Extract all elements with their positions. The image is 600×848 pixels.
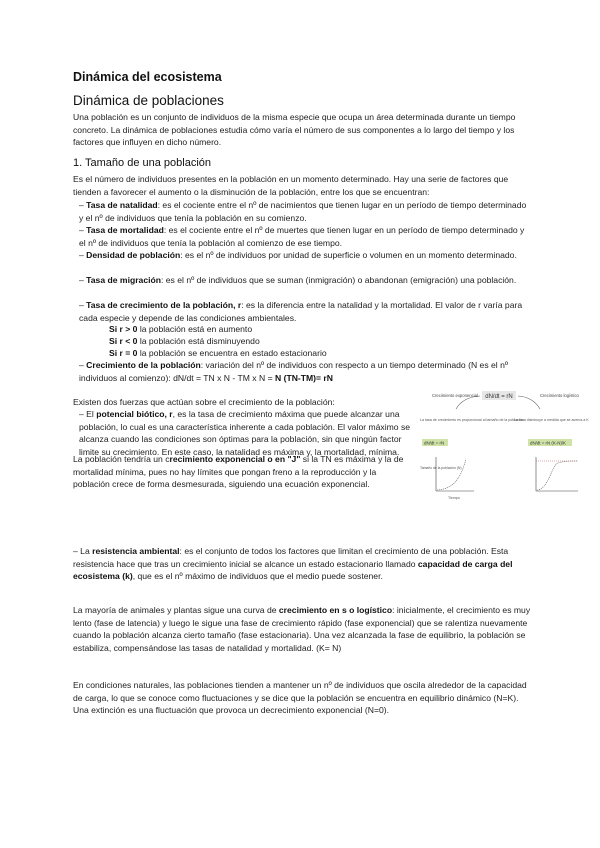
definition-population-growth: ‒ Crecimiento de la población: variación del nº de individuos con respecto a un tiempo determinado (N es el nº individuos al comienzo): dN/dt = TN x N - TM x N = N (TN-TM)= rN bbox=[79, 360, 509, 383]
section-1-heading: 1. Tamaño de una población bbox=[73, 157, 212, 169]
forces-intro: Existen dos fuerzas que actúan sobre el crecimiento de la población: bbox=[73, 397, 335, 407]
growth-curves-figure bbox=[418, 385, 590, 503]
figure-arrow-right bbox=[518, 396, 540, 409]
exponential-growth-paragraph: La población tendría un crecimiento exponencial o en "J" si la TN es máxima y la de mortalidad mínima, pues no hay límites que pongan freno a la reproducción y la población crece de forma desmesurada, siguiendo una ecuación exponencial. bbox=[73, 454, 404, 490]
biotic-potential-paragraph: ‒ El potencial biótico, r, es la tasa de crecimiento máxima que puede alcanzar una población, lo cual es una característica inherente a cada población. El valor máximo se alcanza cuando las condiciones son óptimas para la población, sin que ningún factor limite su crecimiento. En este caso, la natalidad es máxima y, la mortalidad, mínima. bbox=[79, 409, 411, 457]
figure-equation: dN/dt = rN bbox=[485, 394, 513, 400]
logistic-growth-paragraph: La mayoría de animales y plantas sigue una curva de crecimiento en s o logístico: inicialmente, el crecimiento es muy lento (fase de latencia) y luego le sigue una fase de crecimiento rápido (fase exponencial) que se ralentiza nuevamente cuando la población alcanza cierto tamaño (fase estacionaria). Una vez alcanzada la fase de equilibrio, la población se estabiliza, compensándose las tasas de natalidad y mortalidad. (K= N) bbox=[73, 605, 531, 653]
figure-y-axis-label: Tamaño de la población (N) bbox=[420, 466, 462, 470]
definition-death-rate: ‒ Tasa de mortalidad: es el cociente entre el nº de muertes que tienen lugar en un período de tiempo determinado y el nº de individuos que tenía la población al comienzo de ese tiempo. bbox=[79, 225, 525, 248]
figure-right-note: La tasa disminuye a medida que se acerca a K bbox=[514, 418, 589, 422]
r-case-zero: Si r = 0 la población se encuentra en estado estacionario bbox=[109, 348, 327, 358]
natural-conditions-paragraph: En condiciones naturales, las poblaciones tienden a mantener un nº de individuos que oscila alrededor de la capacidad de carga, lo que se conoce como fluctuaciones y se dice que la población se encuentra en equilibrio dinámico (N=K). Una extinción es una fluctuación que provoca un decrecimiento exponencial (N=0). bbox=[73, 680, 527, 716]
r-case-positive: Si r > 0 la población está en aumento bbox=[109, 324, 253, 334]
figure-left-label: Crecimiento exponencial bbox=[432, 393, 478, 398]
section-heading: Dinámica de poblaciones bbox=[73, 93, 224, 108]
figure-x-axis-label: Tiempo bbox=[448, 496, 460, 500]
definition-migration: ‒ Tasa de migración: es el nº de individuos que se suman (inmigración) o abandonan (emigración) una población. bbox=[79, 275, 517, 285]
definition-growth-rate: ‒ Tasa de crecimiento de la población, r: es la diferencia entre la natalidad y la mortalidad. El valor de r varía para cada especie y depende de las condiciones ambientales. bbox=[79, 300, 523, 323]
figure-logistic-curve bbox=[537, 461, 578, 490]
figure-right-equation: dN/dt = rN (K-N)/K bbox=[530, 440, 566, 446]
section-1-intro: Es el número de individuos presentes en la población en un momento determinado. Hay una serie de factores que tienden a favorecer el aumento o la disminución de la población, entre los que se encuentran: bbox=[73, 174, 509, 197]
intro-paragraph: Una población es un conjunto de individuos de la misma especie que ocupa un área determinada durante un tiempo concreto. La dinámica de poblaciones estudia cómo varía el número de sus componentes a lo largo del tiempo y los factores que influyen en dicho número. bbox=[73, 112, 516, 148]
document-title: Dinámica del ecosistema bbox=[73, 70, 222, 84]
definition-birth-rate: ‒ Tasa de natalidad: es el cociente entre el nº de nacimientos que tienen lugar en un período de tiempo determinado y el nº de individuos que tenía la población en su comienzo. bbox=[79, 200, 527, 223]
definition-density: ‒ Densidad de población: es el nº de individuos por unidad de superficie o volumen en un momento determinado. bbox=[79, 250, 517, 260]
environmental-resistance-paragraph: ‒ La resistencia ambiental: es el conjunto de todos los factores que limitan el crecimiento de una población. Esta resistencia hace que tras un crecimiento inicial se alcance un estado estacionario llamado capacidad de carga del ecosistema (k), que es el nº máximo de individuos que el medio puede sostener. bbox=[73, 546, 513, 582]
r-case-negative: Si r < 0 la población está disminuyendo bbox=[109, 336, 260, 346]
figure-left-note: La tasa de crecimiento es proporcional al tamaño de la población bbox=[420, 418, 524, 422]
figure-exponential-curve bbox=[437, 459, 466, 490]
figure-left-equation: dN/dt = rN bbox=[424, 440, 445, 446]
figure-right-label: Crecimiento logístico bbox=[540, 393, 579, 398]
